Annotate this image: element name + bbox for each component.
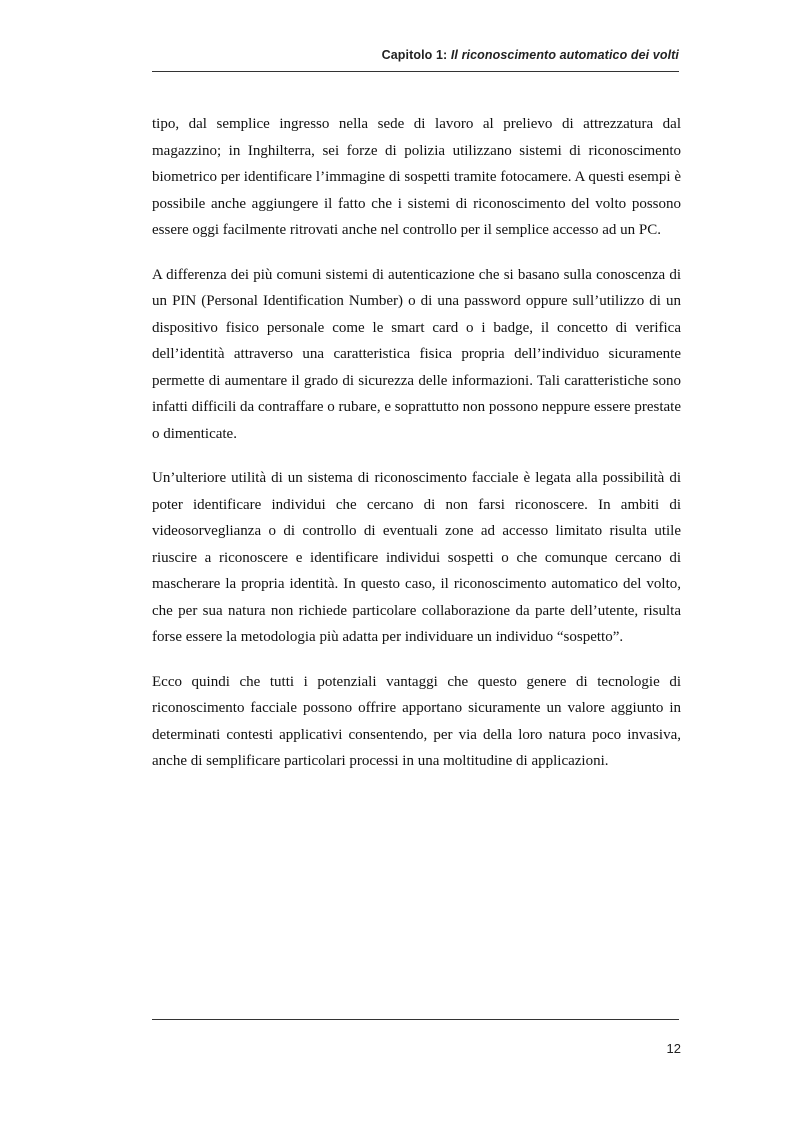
chapter-label: Capitolo 1: [381, 48, 448, 62]
page-number: 12 [666, 1041, 681, 1056]
footer-divider [152, 1019, 679, 1020]
paragraph: Un’ulteriore utilità di un sistema di riconoscimento facciale è legata alla possibilità di poter identificare individui che cercano di non farsi riconoscere. In ambiti di videosorveglianza o di controllo di eventuali zone ad accesso limitato risulta utile riuscire a riconoscere e identificare individui sospetti o che comunque cercano di mascherare la propria identità. In questo caso, il riconoscimento automatico del volto, che per sua natura non richiede particolare collaborazione da parte dell’utente, risulta forse essere la metodologia più adatta per individuare un individuo “sospetto”. [152, 470, 681, 645]
running-header [152, 48, 679, 62]
paragraph: Ecco quindi che tutti i potenziali vantaggi che questo genere di tecnologie di riconoscimento facciale possono offrire apportano sicuramente un valore aggiunto in determinati contesti applicativi consentendo, per via della loro natura poco invasiva, anche di semplificare particolari processi in una moltitudine di applicazioni. [152, 673, 681, 769]
paragraph: tipo, dal semplice ingresso nella sede di lavoro al prelievo di attrezzatura dal magazzino; in Inghilterra, sei forze di polizia utilizzano sistemi di riconoscimento biometrico per identificare l’immagine di sospetti tramite fotocamere. A questi esempi è possibile anche aggiungere il fatto che i sistemi di riconoscimento del volto possono essere oggi facilmente ritrovati anche nel controllo per il semplice accesso ad un PC. [152, 116, 681, 238]
header-divider [152, 71, 679, 72]
paragraph: A differenza dei più comuni sistemi di autenticazione che si basano sulla conoscenza di un PIN (Personal Identification Number) o di una password oppure sull’utilizzo di un dispositivo fisico personale come le smart card o i badge, il concetto di verifica dell’identità attraverso una caratteristica fisica propria dell’individuo sicuramente permette di aumentare il grado di sicurezza delle informazioni. Tali caratteristiche sono infatti difficili da contraffare o rubare, e soprattutto non possono neppure essere prestate o dimenticate. [152, 266, 681, 442]
chapter-title: Il riconoscimento automatico dei volti [450, 48, 679, 62]
body-text [152, 111, 681, 793]
